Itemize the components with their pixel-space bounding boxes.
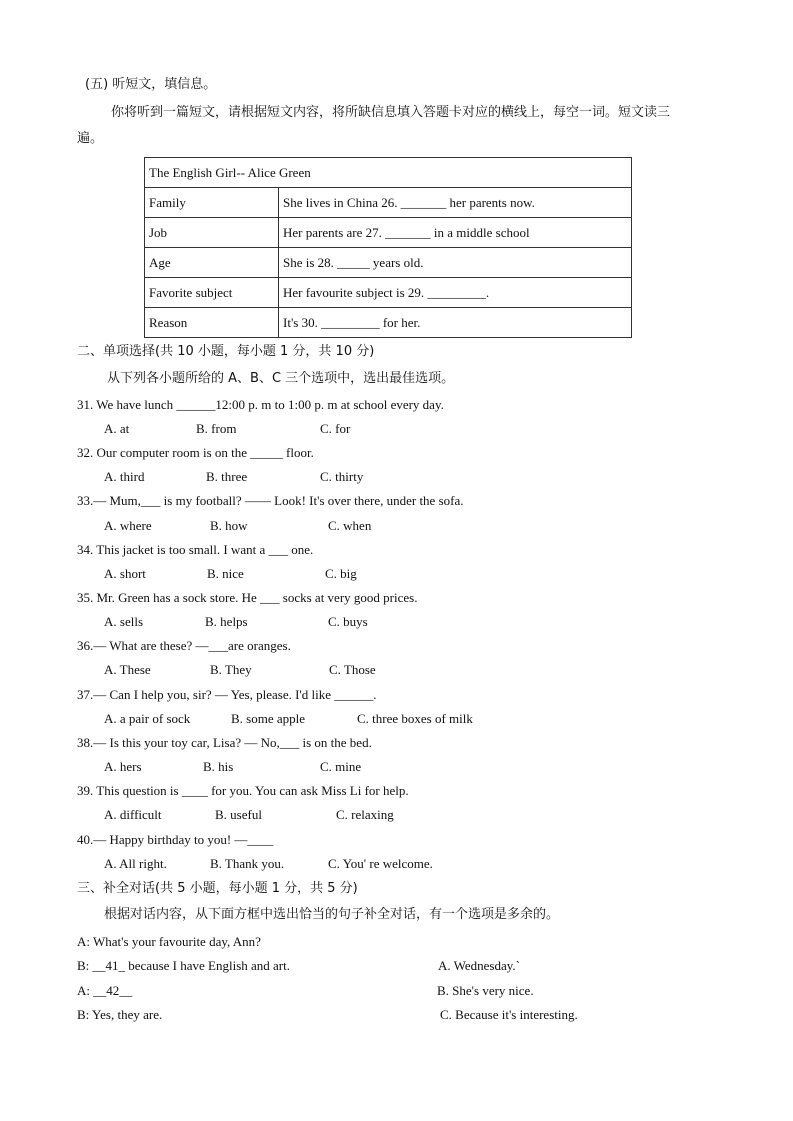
question-text: 39. This question is ____ for you. You can ask Miss Li for help. — [77, 783, 409, 798]
option-c[interactable]: C. for — [320, 421, 351, 436]
table-cell: It's 30. _________ for her. — [279, 308, 632, 338]
option-a[interactable]: A. a pair of sock — [104, 711, 191, 726]
dialog-line: A: What's your favourite day, Ann? — [77, 934, 261, 949]
option-c[interactable]: C. buys — [328, 614, 368, 629]
option-a[interactable]: A. These — [104, 662, 151, 677]
option-c[interactable]: C. thirty — [320, 469, 364, 484]
option-b[interactable]: B. useful — [215, 807, 262, 822]
table-cell: Her parents are 27. _______ in a middle school — [279, 218, 632, 248]
section3-heading: 三、补全对话(共 5 小题，每小题 1 分，共 5 分) — [77, 881, 358, 896]
question-text: 37.— Can I help you, sir? — Yes, please. I'd like ______. — [77, 687, 377, 702]
option-b[interactable]: B. his — [203, 759, 234, 774]
section2-instruction: 从下列各小题所给的 A、B、C 三个选项中，选出最佳选项。 — [107, 371, 455, 386]
option-b[interactable]: B. Thank you. — [210, 856, 285, 871]
section5-instruction-cont: 遍。 — [77, 131, 104, 146]
option-c[interactable]: C. relaxing — [336, 807, 394, 822]
option-b[interactable]: B. nice — [207, 566, 244, 581]
option-a[interactable]: A. difficult — [104, 807, 162, 822]
option-a[interactable]: A. third — [104, 469, 145, 484]
table-label: Job — [145, 218, 279, 248]
question-text: 34. This jacket is too small. I want a ___ one. — [77, 542, 314, 557]
option-c[interactable]: C. You' re welcome. — [328, 856, 433, 871]
section5-instruction: 你将听到一篇短文，请根据短文内容，将所缺信息填入答题卡对应的横线上，每空一词。短文读三 — [111, 105, 671, 120]
info-table — [144, 157, 632, 338]
option-b[interactable]: B. from — [196, 421, 237, 436]
table-label: Reason — [145, 308, 279, 338]
dialog-option: C. Because it's interesting. — [440, 1007, 578, 1022]
table-cell: She lives in China 26. _______ her parents now. — [279, 188, 632, 218]
question-text: 38.— Is this your toy car, Lisa? — No,___ is on the bed. — [77, 735, 372, 750]
option-c[interactable]: C. Those — [329, 662, 376, 677]
option-b[interactable]: B. They — [210, 662, 252, 677]
dialog-option: B. She's very nice. — [437, 983, 534, 998]
dialog-line: A: __42__ — [77, 983, 133, 998]
question-text: 32. Our computer room is on the _____ floor. — [77, 445, 314, 460]
option-c[interactable]: C. mine — [320, 759, 362, 774]
option-a[interactable]: A. hers — [104, 759, 142, 774]
table-cell: Her favourite subject is 29. _________. — [279, 278, 632, 308]
option-b[interactable]: B. some apple — [231, 711, 306, 726]
section2-heading: 二、单项选择(共 10 小题，每小题 1 分，共 10 分) — [77, 344, 375, 359]
option-a[interactable]: A. All right. — [104, 856, 167, 871]
dialog-line: B: Yes, they are. — [77, 1007, 163, 1022]
option-c[interactable]: C. three boxes of milk — [357, 711, 473, 726]
option-b[interactable]: B. helps — [205, 614, 248, 629]
table-label: Age — [145, 248, 279, 278]
section5-heading: (五) 听短文，填信息。 — [85, 77, 217, 92]
question-text: 35. Mr. Green has a sock store. He ___ socks at very good prices. — [77, 590, 418, 605]
option-c[interactable]: C. big — [325, 566, 357, 581]
question-text: 31. We have lunch ______12:00 p. m to 1:00 p. m at school every day. — [77, 397, 444, 412]
table-title: The English Girl-- Alice Green — [145, 158, 632, 188]
option-a[interactable]: A. where — [104, 518, 152, 533]
question-text: 33.— Mum,___ is my football? —— Look! It's over there, under the sofa. — [77, 493, 464, 508]
table-cell: She is 28. _____ years old. — [279, 248, 632, 278]
dialog-line: B: __41_ because I have English and art. — [77, 958, 290, 973]
question-text: 40.— Happy birthday to you! —____ — [77, 832, 274, 847]
dialog-option: A. Wednesday.` — [438, 958, 520, 973]
section3-instruction: 根据对话内容，从下面方框中选出恰当的句子补全对话，有一个选项是多余的。 — [104, 907, 560, 922]
option-a[interactable]: A. sells — [104, 614, 143, 629]
option-a[interactable]: A. short — [104, 566, 146, 581]
option-b[interactable]: B. how — [210, 518, 248, 533]
table-label: Favorite subject — [145, 278, 279, 308]
option-a[interactable]: A. at — [104, 421, 130, 436]
option-c[interactable]: C. when — [328, 518, 372, 533]
table-label: Family — [145, 188, 279, 218]
question-text: 36.— What are these? —___are oranges. — [77, 638, 291, 653]
option-b[interactable]: B. three — [206, 469, 248, 484]
